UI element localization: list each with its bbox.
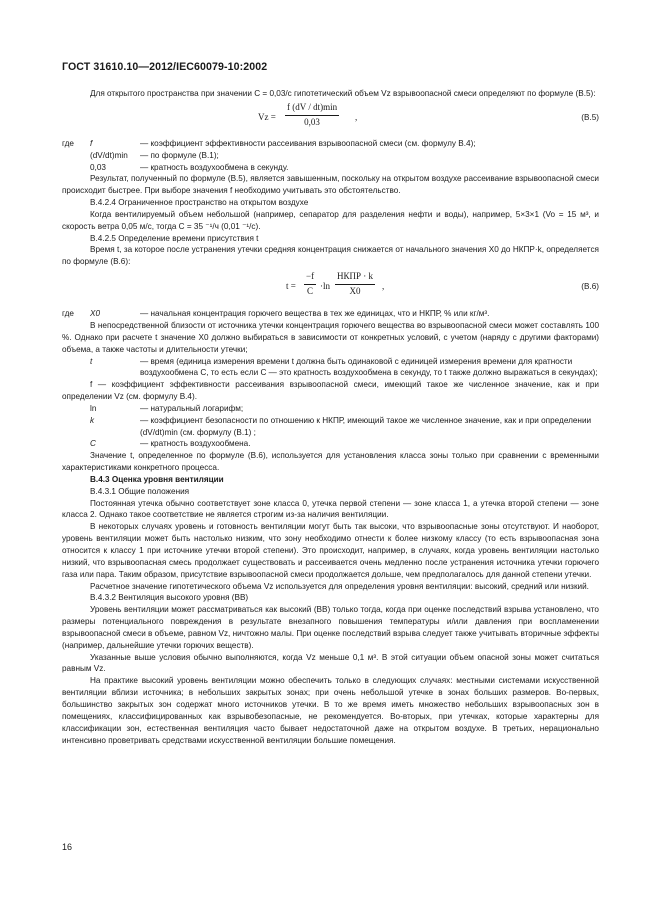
paragraph: Результат, полученный по формуле (В.5), является завышенным, поскольку на открытом воздухе рассеивание взрывоопасной смеси происходит быстрее. При выборе значения f необходимо учитывать это обстоятельство. (62, 174, 599, 196)
paragraph: Указанные выше условия обычно выполняются, когда Vz меньше 0,1 м³. В этой ситуации объем опасной зоны может считаться равным Vz. (62, 652, 599, 674)
paragraph: Время t, за которое после устранения утечки средняя концентрация снижается от начального значения X0 до НКПР·k, определяется по формуле (В.6): (62, 245, 599, 267)
formula-fraction-1 (304, 271, 316, 298)
formula-numerator: НКПР · k (335, 271, 375, 285)
formula-fraction-2 (335, 271, 375, 298)
formula-b6 (62, 270, 599, 306)
definition-text: — натуральный логарифм; (140, 403, 244, 413)
definition-lead: где (62, 138, 74, 148)
section-heading: В.4.3.1 Общие положения (90, 486, 190, 496)
definition-lead (62, 150, 90, 162)
paragraph: Когда вентилируемый объем небольшой (например, сепаратор для разделения нефти и воды), например, 5×3×1 (Vo = 15 м³, и скорость ветра 0,05 м/с, тогда C = 35 ⁻¹/ч (0,01 ⁻¹/с). (62, 209, 599, 231)
formula-comma: , (355, 111, 358, 122)
paragraph: Значение t, определенное по формуле (В.6), используется для установления класса зоны только при сравнении с временными характеристиками конкретного процесса. (62, 451, 599, 473)
definition-lead (62, 162, 90, 174)
section-heading-bold: В.4.3 Оценка уровня вентиляции (90, 474, 224, 484)
definition-symbol: 0,03 (90, 162, 106, 172)
formula-lhs: t = (286, 281, 296, 292)
definition-symbol: k (90, 415, 95, 425)
document-body (62, 88, 599, 746)
paragraph: Уровень вентиляции может рассматриваться как высокий (ВВ) только тогда, когда при оценке последствий взрыва установлено, что размеры потенциального повреждения в результате внезапного повышения температуры и/или давления при воспламенении взрывоопасной смеси в объеме, равном Vz, ничтожно малы. При оценке последствий взрыва следует также учитывать вторичные эффекты (например, дальнейшие утечки горючих веществ). (62, 605, 599, 650)
definition-row (62, 308, 599, 320)
definition-symbol: t (90, 356, 93, 366)
document-header: ГОСТ 31610.10—2012/IEC60079-10:2002 (62, 61, 268, 73)
definition-row (62, 150, 599, 162)
formula-fraction (285, 102, 339, 129)
definition-text: — начальная концентрация горючего вещества в тех же единицах, что и НКПР, % или кг/м³. (140, 309, 490, 319)
definitions-b5 (62, 138, 599, 174)
definition-text: — кратность воздухообмена в секунду. (140, 162, 289, 172)
section-heading: В.4.3.2 Вентиляция высокого уровня (ВВ) (90, 593, 249, 603)
definition-symbol: ln (90, 403, 97, 413)
formula-number: (В.6) (581, 282, 599, 292)
page-number: 16 (62, 842, 73, 852)
definition-symbol: C (90, 439, 96, 449)
section-heading: В.4.2.4 Ограниченное пространство на открытом воздухе (90, 198, 309, 208)
definition-row (62, 356, 599, 380)
definition-text: — по формуле (В.1); (140, 150, 219, 160)
definition-row (62, 162, 599, 174)
paragraph: f — коэффициент эффективности рассеивания взрывоопасной смеси, имеющий такое же численное значение, как и при определении Vz (см. формулу В.4). (62, 380, 599, 402)
definition-lead: где (62, 309, 74, 319)
formula-denominator: C (307, 285, 314, 296)
formula-denominator: X0 (349, 285, 361, 296)
definition-text: — коэффициент безопасности по отношению к НКПР, имеющий такое же численное значение, как и при определении (dV/dt)min (см. формулу (В.1) ; (140, 415, 592, 437)
paragraph: В непосредственной близости от источника утечки концентрация горючего вещества во взрывоопасной смеси может составлять 100 %. Однако при расчете t значение X0 должно выбираться в зависимости от конкретных условий, с учетом (наряду с другими факторами) объема, а также частоты и длительности утечки; (62, 320, 599, 354)
definition-text: — кратность воздухообмена. (140, 439, 251, 449)
paragraph: Постоянная утечка обычно соответствует зоне класса 0, утечка первой степени — зоне класса 1, а утечка второй степени — зоне класса 2. Однако такое соответствие не является строгим из-за наличия вентиляции. (62, 498, 599, 520)
paragraph: Расчетное значение гипотетического объема Vz используется для определения уровня вентиляции: высокий, средний или низкий. (90, 581, 589, 591)
definition-text: — коэффициент эффективности рассеивания взрывоопасной смеси (см. формулу В.4); (140, 138, 476, 148)
definition-row (62, 403, 599, 415)
formula-numerator: f (dV / dt)min (285, 102, 339, 116)
formula-number: (В.5) (581, 112, 599, 122)
definition-row (62, 438, 599, 450)
paragraph: На практике высокий уровень вентиляции можно обеспечить только в следующих случаях: местными системами искусственной вентиляции вблизи источника; в небольших закрытых зонах; при очень небольшой утечке в зонах больших размеров. Во-первых, большинство закрытых зон содержат много источников утечки. В то же время иметь множество небольших взрывоопасных зон в помещениях, классифицированных как взрывобезопасные, не рекомендуется. Во-вторых, при утечках, которые характерны для классификации зон, естественная вентиляция часто бывает недостаточной даже на открытом воздухе. В третьих, нерационально интенсивно проветривать средствами искусственной вентиляции большие помещения. (62, 676, 599, 745)
paragraph: Для открытого пространства при значении C = 0,03/с гипотетический объем Vz взрывоопасной смеси определяют по формуле (В.5): (90, 89, 596, 98)
formula-b5 (62, 102, 599, 136)
formula-comma: , (382, 281, 385, 292)
definition-symbol: f (90, 138, 93, 148)
definition-text: — время (единица измерения времени t должна быть одинаковой с единицей измерения времени для кратности воздухообмена C, то есть если C — это кратность воздухообмена в секунду, то t также должно выражаться в секундах); (140, 356, 598, 378)
formula-numerator: −f (304, 271, 316, 285)
definition-row (62, 415, 599, 439)
paragraph: В некоторых случаях уровень и готовность вентиляции могут быть так высоки, что взрывоопасные зоны отсутствуют. И наоборот, уровень вентиляции может быть настолько низким, что зону необходимо отнести к более низкому классу (то есть взрывоопасная зона относится к классу 1 при источнике утечки второй степени). Это происходит, например, в случаях, когда уровень вентиляции настолько низкий, что взрывоопасная смесь продолжает существовать и рассеивается очень медленно после устранения источника утечки горючего газа или пара. Таким образом, присутствие взрывоопасной смеси продолжается дольше, чем предполагалось для данной степени утечки. (62, 522, 599, 579)
definition-row (62, 138, 599, 150)
formula-denominator: 0,03 (304, 116, 320, 127)
section-heading: В.4.2.5 Определение времени присутствия t (90, 233, 259, 243)
formula-lhs: Vz = (258, 111, 276, 122)
formula-ln: ·ln (320, 281, 330, 292)
definition-symbol: (dV/dt)min (90, 150, 128, 160)
definition-symbol: X0 (90, 309, 101, 319)
